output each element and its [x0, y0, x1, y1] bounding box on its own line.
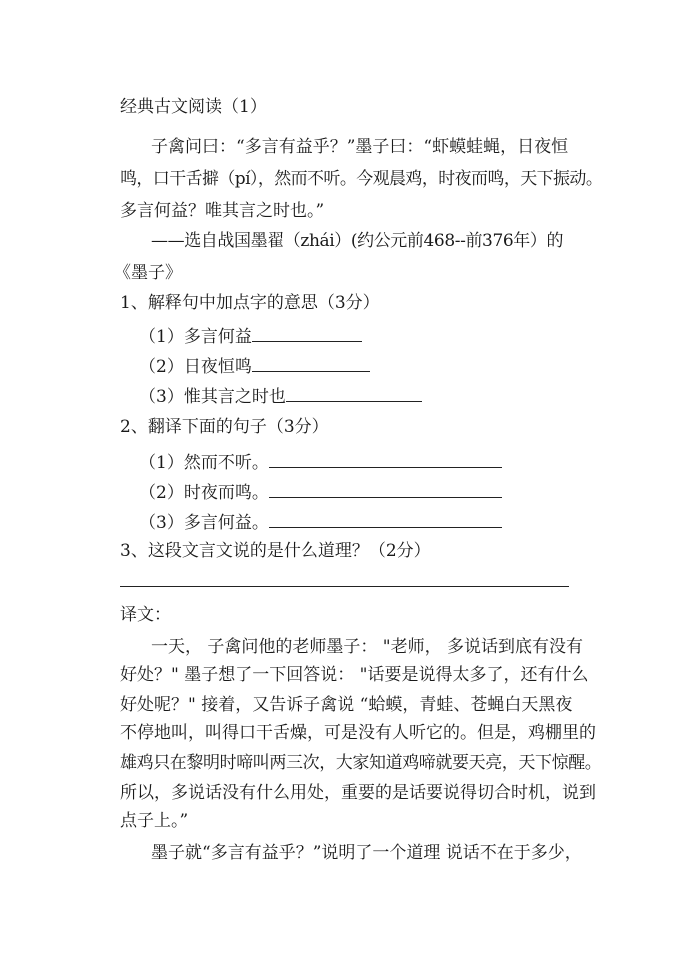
- document-title: 经典古文阅读（1）: [120, 97, 267, 117]
- translation-line-7: 点子上。”: [120, 811, 189, 831]
- passage-line-1: 子禽问曰：“多言有益乎？”墨子曰：“虾蟆蛙蝇，日夜恒: [151, 137, 569, 157]
- passage-line-3: 多言何益？唯其言之时也。”: [120, 201, 325, 221]
- question-2-item-3: [139, 510, 502, 534]
- answer-blank[interactable]: [252, 354, 370, 372]
- passage-source-line-1: ——选自战国墨翟（zhái）(约公元前468--前376年）的: [151, 231, 564, 251]
- translation-line-3: 好处呢？" 接着，又告诉子禽说 “蛤蟆，青蛙、苍蝇白天黑夜: [120, 695, 573, 715]
- answer-blank[interactable]: [269, 450, 502, 468]
- translation-line-8: 墨子就“多言有益乎？”说明了一个道理 说话不在于多少，: [151, 843, 582, 863]
- question-1-prompt: 1、解释句中加点字的意思（3分）: [120, 293, 380, 313]
- translation-line-5: 雄鸡只在黎明时啼叫两三次，大家知道鸡啼就要天亮，天下惊醒。: [120, 753, 602, 773]
- question-2-item-2: [139, 480, 502, 504]
- passage-line-2: 鸣，口干舌擗（pí），然而不听。今观晨鸡，时夜而鸣，天下振动。: [120, 169, 603, 189]
- question-1-item-1-text: （1）多言何益: [139, 327, 252, 347]
- question-3-prompt: 3、这段文言文说的是什么道理？（2分）: [120, 541, 431, 561]
- answer-blank[interactable]: [286, 384, 422, 402]
- translation-line-2: 好处？" 墨子想了一下回答说： "话要是说得太多了，还有什么: [120, 665, 589, 685]
- translation-line-6: 所以，多说话没有什么用处，重要的是话要说得切合时机，说到: [120, 783, 596, 803]
- translation-line-1: 一天， 子禽问他的老师墨子： "老师， 多说话到底有没有: [151, 637, 584, 657]
- translation-line-4: 不停地叫，叫得口干舌燥，可是没有人听它的。但是，鸡棚里的: [120, 723, 596, 743]
- question-1-item-3: [139, 384, 422, 408]
- question-1-item-1: [139, 324, 362, 348]
- question-2-item-1: [139, 450, 502, 474]
- question-1-item-3-text: （3）惟其言之时也: [139, 387, 286, 407]
- answer-blank[interactable]: [252, 324, 362, 342]
- answer-blank[interactable]: [269, 480, 502, 498]
- answer-blank[interactable]: [269, 510, 502, 528]
- translation-heading: 译文：: [120, 605, 171, 625]
- question-1-item-2-text: （2）日夜恒鸣: [139, 357, 252, 377]
- question-2-prompt: 2、翻译下面的句子（3分）: [120, 417, 329, 437]
- question-2-item-1-text: （1）然而不听。: [139, 453, 269, 473]
- answer-line[interactable]: [120, 586, 569, 587]
- passage-source-line-2: 《墨子》: [114, 263, 182, 283]
- question-1-item-2: [139, 354, 370, 378]
- question-2-item-3-text: （3）多言何益。: [139, 513, 269, 533]
- question-2-item-2-text: （2）时夜而鸣。: [139, 483, 269, 503]
